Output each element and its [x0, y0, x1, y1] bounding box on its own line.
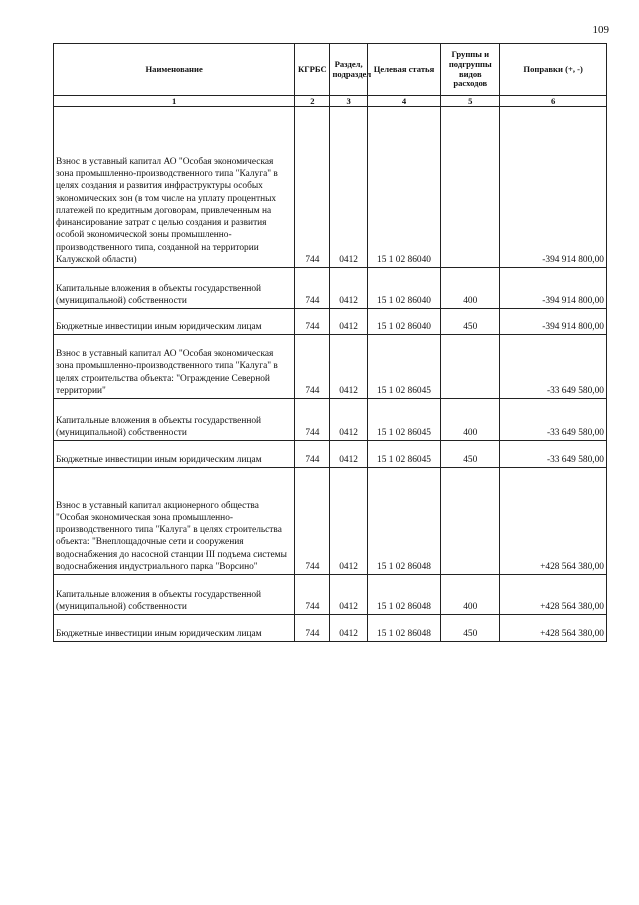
row-amount: +428 564 380,00 — [500, 575, 607, 615]
row-kgrbs: 744 — [295, 399, 330, 441]
table-row — [54, 335, 607, 399]
row-section: 0412 — [330, 575, 367, 615]
row-section: 0412 — [330, 399, 367, 441]
row-group: 400 — [441, 575, 500, 615]
table-row — [54, 615, 607, 642]
row-target: 15 1 02 86048 — [367, 615, 441, 642]
table-row — [54, 268, 607, 309]
row-amount: -394 914 800,00 — [500, 107, 607, 268]
row-amount: -33 649 580,00 — [500, 399, 607, 441]
row-section: 0412 — [330, 107, 367, 268]
column-number: 1 — [54, 96, 295, 107]
row-name: Капитальные вложения в объекты государственной (муниципальной) собственности — [54, 268, 295, 309]
row-amount: +428 564 380,00 — [500, 615, 607, 642]
row-target: 15 1 02 86045 — [367, 399, 441, 441]
column-number: 4 — [367, 96, 441, 107]
row-target: 15 1 02 86040 — [367, 309, 441, 335]
header-kgrbs: КГРБС — [295, 44, 330, 96]
row-group: 450 — [441, 441, 500, 468]
row-amount: -394 914 800,00 — [500, 309, 607, 335]
column-number: 3 — [330, 96, 367, 107]
budget-amendments-table — [53, 43, 607, 642]
row-group — [441, 468, 500, 575]
table-row — [54, 107, 607, 268]
row-kgrbs: 744 — [295, 335, 330, 399]
row-section: 0412 — [330, 615, 367, 642]
row-section: 0412 — [330, 441, 367, 468]
row-name: Бюджетные инвестиции иным юридическим лицам — [54, 309, 295, 335]
column-number: 2 — [295, 96, 330, 107]
row-target: 15 1 02 86045 — [367, 335, 441, 399]
row-name: Взнос в уставный капитал АО "Особая экономическая зона промышленно-производственного типа "Калуга" в целях строительства объекта: "Ограждение Северной территории" — [54, 335, 295, 399]
row-group — [441, 107, 500, 268]
row-kgrbs: 744 — [295, 575, 330, 615]
row-kgrbs: 744 — [295, 615, 330, 642]
table-row — [54, 441, 607, 468]
row-amount: -33 649 580,00 — [500, 441, 607, 468]
row-name: Бюджетные инвестиции иным юридическим лицам — [54, 441, 295, 468]
header-amount: Поправки (+, -) — [500, 44, 607, 96]
row-name: Взнос в уставный капитал АО "Особая экономическая зона промышленно-производственного типа "Калуга" в целях создания и развития инфраструктуры особых экономических зон (в том числе на уплату процентных платежей по кредитным договорам, привлеченным на финансирование затрат с целью создания и развития особой экономической зоны промышленно-производственного типа, созданной на территории Калужской области) — [54, 107, 295, 268]
row-target: 15 1 02 86040 — [367, 268, 441, 309]
row-amount: +428 564 380,00 — [500, 468, 607, 575]
header-group: Группы и подгруппы видов расходов — [441, 44, 500, 96]
row-target: 15 1 02 86048 — [367, 575, 441, 615]
page-number: 109 — [592, 24, 609, 36]
header-name: Наименование — [54, 44, 295, 96]
table-row — [54, 575, 607, 615]
row-group: 450 — [441, 615, 500, 642]
row-name: Бюджетные инвестиции иным юридическим лицам — [54, 615, 295, 642]
row-kgrbs: 744 — [295, 309, 330, 335]
header-row — [54, 44, 607, 96]
row-name: Взнос в уставный капитал акционерного общества "Особая экономическая зона промышленно-производственного типа "Калуга" в целях строительства объекта: "Внеплощадочные сети и сооружения водоснабжения до насосной станции III подъема системы водоснабжения индустриального парка "Ворсино" — [54, 468, 295, 575]
row-target: 15 1 02 86040 — [367, 107, 441, 268]
row-name: Капитальные вложения в объекты государственной (муниципальной) собственности — [54, 399, 295, 441]
column-number: 6 — [500, 96, 607, 107]
row-amount: -33 649 580,00 — [500, 335, 607, 399]
row-name: Капитальные вложения в объекты государственной (муниципальной) собственности — [54, 575, 295, 615]
row-group: 400 — [441, 268, 500, 309]
table-row — [54, 309, 607, 335]
row-amount: -394 914 800,00 — [500, 268, 607, 309]
header-section: Раздел, подраздел — [330, 44, 367, 96]
table-row — [54, 399, 607, 441]
row-kgrbs: 744 — [295, 468, 330, 575]
row-kgrbs: 744 — [295, 441, 330, 468]
row-target: 15 1 02 86045 — [367, 441, 441, 468]
row-section: 0412 — [330, 335, 367, 399]
row-target: 15 1 02 86048 — [367, 468, 441, 575]
row-kgrbs: 744 — [295, 268, 330, 309]
column-number: 5 — [441, 96, 500, 107]
header-target: Целевая статья — [367, 44, 441, 96]
row-group: 450 — [441, 309, 500, 335]
column-number-row — [54, 96, 607, 107]
row-kgrbs: 744 — [295, 107, 330, 268]
row-section: 0412 — [330, 309, 367, 335]
table-row — [54, 468, 607, 575]
row-group — [441, 335, 500, 399]
row-section: 0412 — [330, 268, 367, 309]
row-group: 400 — [441, 399, 500, 441]
row-section: 0412 — [330, 468, 367, 575]
